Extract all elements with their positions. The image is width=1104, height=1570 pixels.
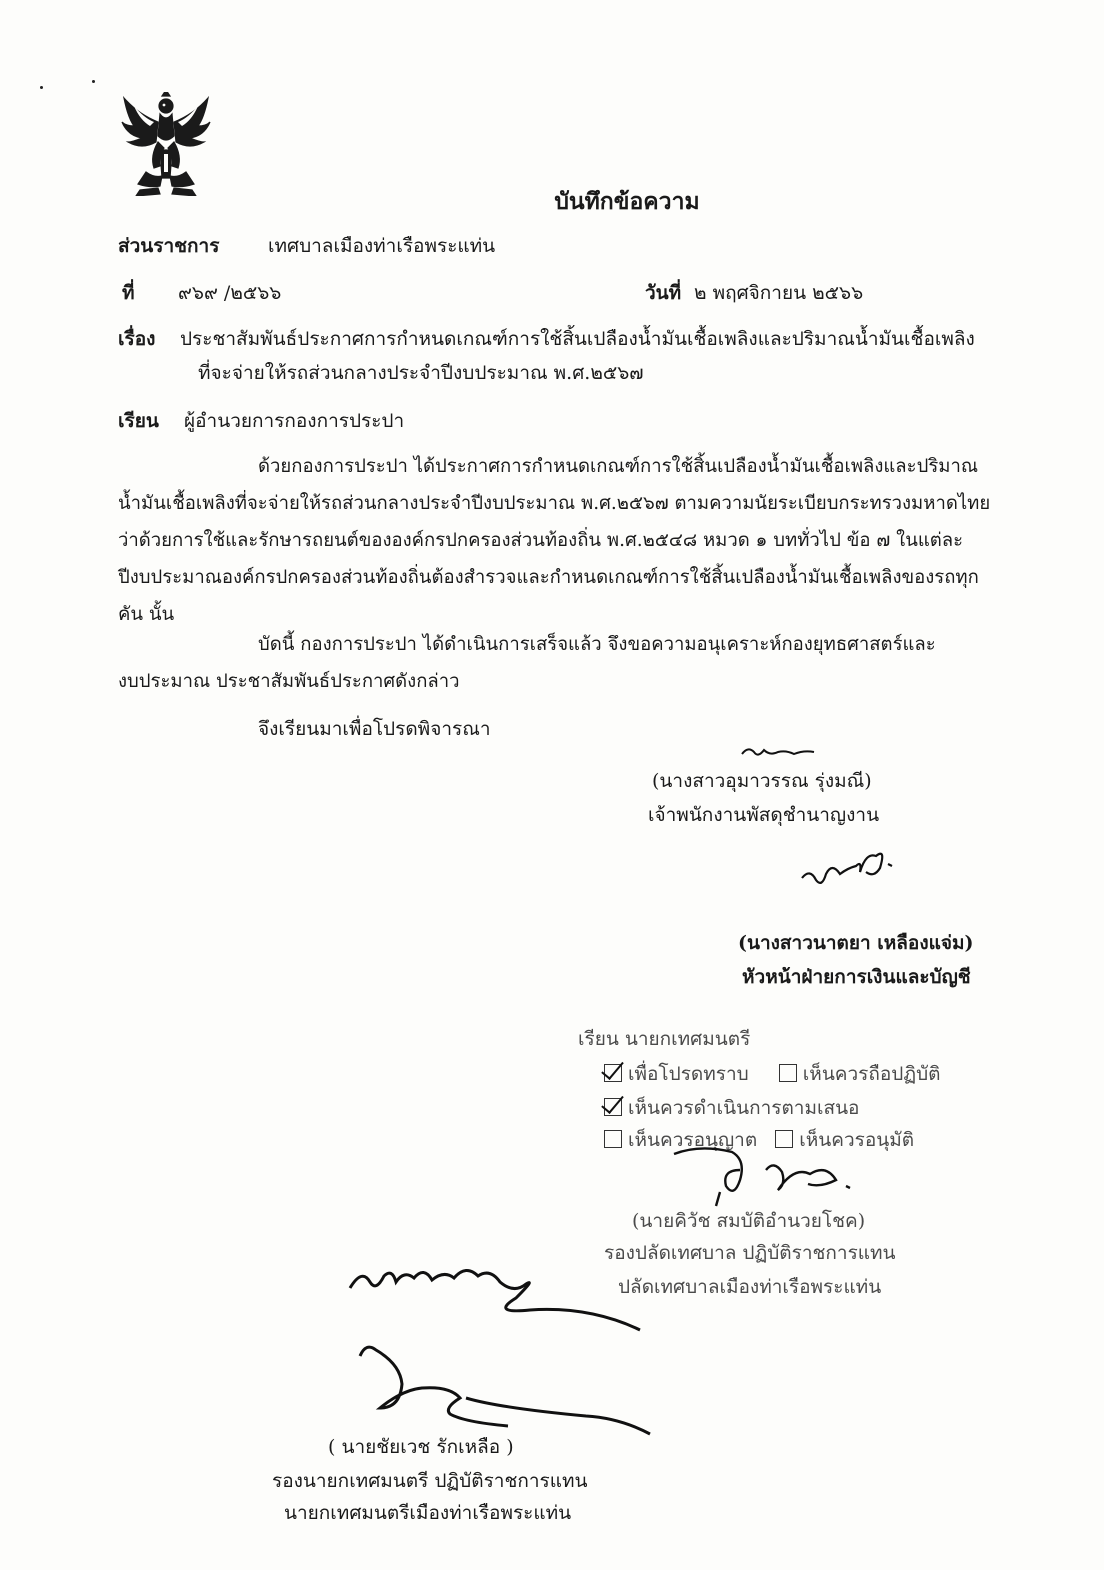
option-label: เพื่อโปรดทราบ (628, 1063, 749, 1085)
closing-line: จึงเรียนมาเพื่อโปรดพิจารณา (258, 718, 491, 740)
agency-value: เทศบาลเมืองท่าเรือพระแท่น (268, 235, 496, 257)
body-line: ด้วยกองการประปา ได้ประกาศการกำหนดเกณฑ์การใช้สิ้นเปลืองน้ำมันเชื้อเพลิงและปริมาณ (258, 456, 979, 477)
option-label: เห็นควรอนุญาต (628, 1129, 758, 1151)
date-label: วันที่ (645, 282, 682, 304)
body-paragraph-1 (118, 448, 998, 633)
signer-3-position-2: ปลัดเทศบาลเมืองท่าเรือพระแท่น (618, 1276, 882, 1298)
subject-label: เรื่อง (118, 328, 156, 350)
signature-3-icon (670, 1140, 860, 1214)
subject-line-2: ที่จะจ่ายให้รถส่วนกลางประจำปีงบประมาณ พ.ศ.๒๕๖๗ (198, 362, 644, 384)
to-value: ผู้อำนวยการกองการประปา (184, 410, 405, 432)
signer-3-position-1: รองปลัดเทศบาล ปฏิบัติราชการแทน (604, 1242, 896, 1264)
signer-2-position: หัวหน้าฝ่ายการเงินและบัญชี (742, 966, 971, 988)
body-line: บัดนี้ กองการประปา ได้ดำเนินการเสร็จแล้ว จึงขอความอนุเคราะห์กองยุทธศาสตร์และ (258, 634, 936, 655)
agency-label: ส่วนราชการ (118, 235, 220, 257)
checkbox-icon (604, 1130, 622, 1148)
signer-1-position: เจ้าพนักงานพัสดุชำนาญงาน (648, 804, 880, 826)
signature-1-icon (738, 742, 818, 764)
body-line: คัน นั้น (118, 604, 175, 625)
option-row-1 (604, 1064, 941, 1084)
ref-label: ที่ (122, 282, 135, 304)
to-label: เรียน (118, 410, 159, 432)
signer-2-name: (นางสาวนาตยา เหลืองแจ่ม) (738, 932, 974, 954)
signer-4-position-1: รองนายกเทศมนตรี ปฏิบัติราชการแทน (272, 1470, 588, 1492)
checkbox-checked-icon (604, 1064, 622, 1082)
subject-line-1: ประชาสัมพันธ์ประกาศการกำหนดเกณฑ์การใช้สิ้นเปลืองน้ำมันเชื้อเพลิงและปริมาณน้ำมันเชื้อเพลิง (180, 328, 975, 350)
body-line: น้ำมันเชื้อเพลิงที่จะจ่ายให้รถส่วนกลางประจำปีงบประมาณ พ.ศ.๒๕๖๗ ตามความนัยระเบียบกระทรวงมหาดไทย (118, 493, 991, 514)
date-value: ๒ พฤศจิกายน ๒๕๖๖ (694, 282, 864, 304)
document-title: บันทึกข้อความ (554, 188, 700, 215)
signer-1-name: (นางสาวอุมาวรรณ รุ่งมณี) (652, 770, 872, 792)
garuda-emblem-icon (120, 92, 212, 196)
signature-4-icon (340, 1258, 670, 1448)
option-label: เห็นควรถือปฏิบัติ (802, 1063, 941, 1085)
body-line: ว่าด้วยการใช้และรักษารถยนต์ขององค์กรปกครองส่วนท้องถิ่น พ.ศ.๒๕๔๘ หมวด ๑ บททั่วไป ข้อ ๗ ในแต่ละ (118, 530, 964, 551)
option-row-2 (604, 1098, 859, 1118)
body-line: งบประมาณ ประชาสัมพันธ์ประกาศดังกล่าว (118, 671, 460, 692)
option-label: เห็นควรดำเนินการตามเสนอ (628, 1097, 860, 1119)
body-paragraph-2 (118, 626, 998, 700)
ref-value: ๙๖๙ /๒๕๖๖ (178, 282, 282, 304)
checkbox-checked-icon (604, 1098, 622, 1116)
signature-2-icon (796, 838, 900, 894)
option-label: เห็นควรอนุมัติ (799, 1129, 915, 1151)
signer-4-position-2: นายกเทศมนตรีเมืองท่าเรือพระแท่น (284, 1502, 572, 1524)
signer-3-name: (นายคิวัช สมบัติอำนวยโชค) (632, 1210, 866, 1232)
review-to: เรียน นายกเทศมนตรี (578, 1028, 751, 1050)
signer-4-name: ( นายชัยเวช รักเหลือ ) (328, 1436, 514, 1458)
checkbox-icon (779, 1064, 797, 1082)
body-line: ปีงบประมาณองค์กรปกครองส่วนท้องถิ่นต้องสำรวจและกำหนดเกณฑ์การใช้สิ้นเปลืองน้ำมันเชื้อเพลิงของรถทุก (118, 567, 979, 588)
